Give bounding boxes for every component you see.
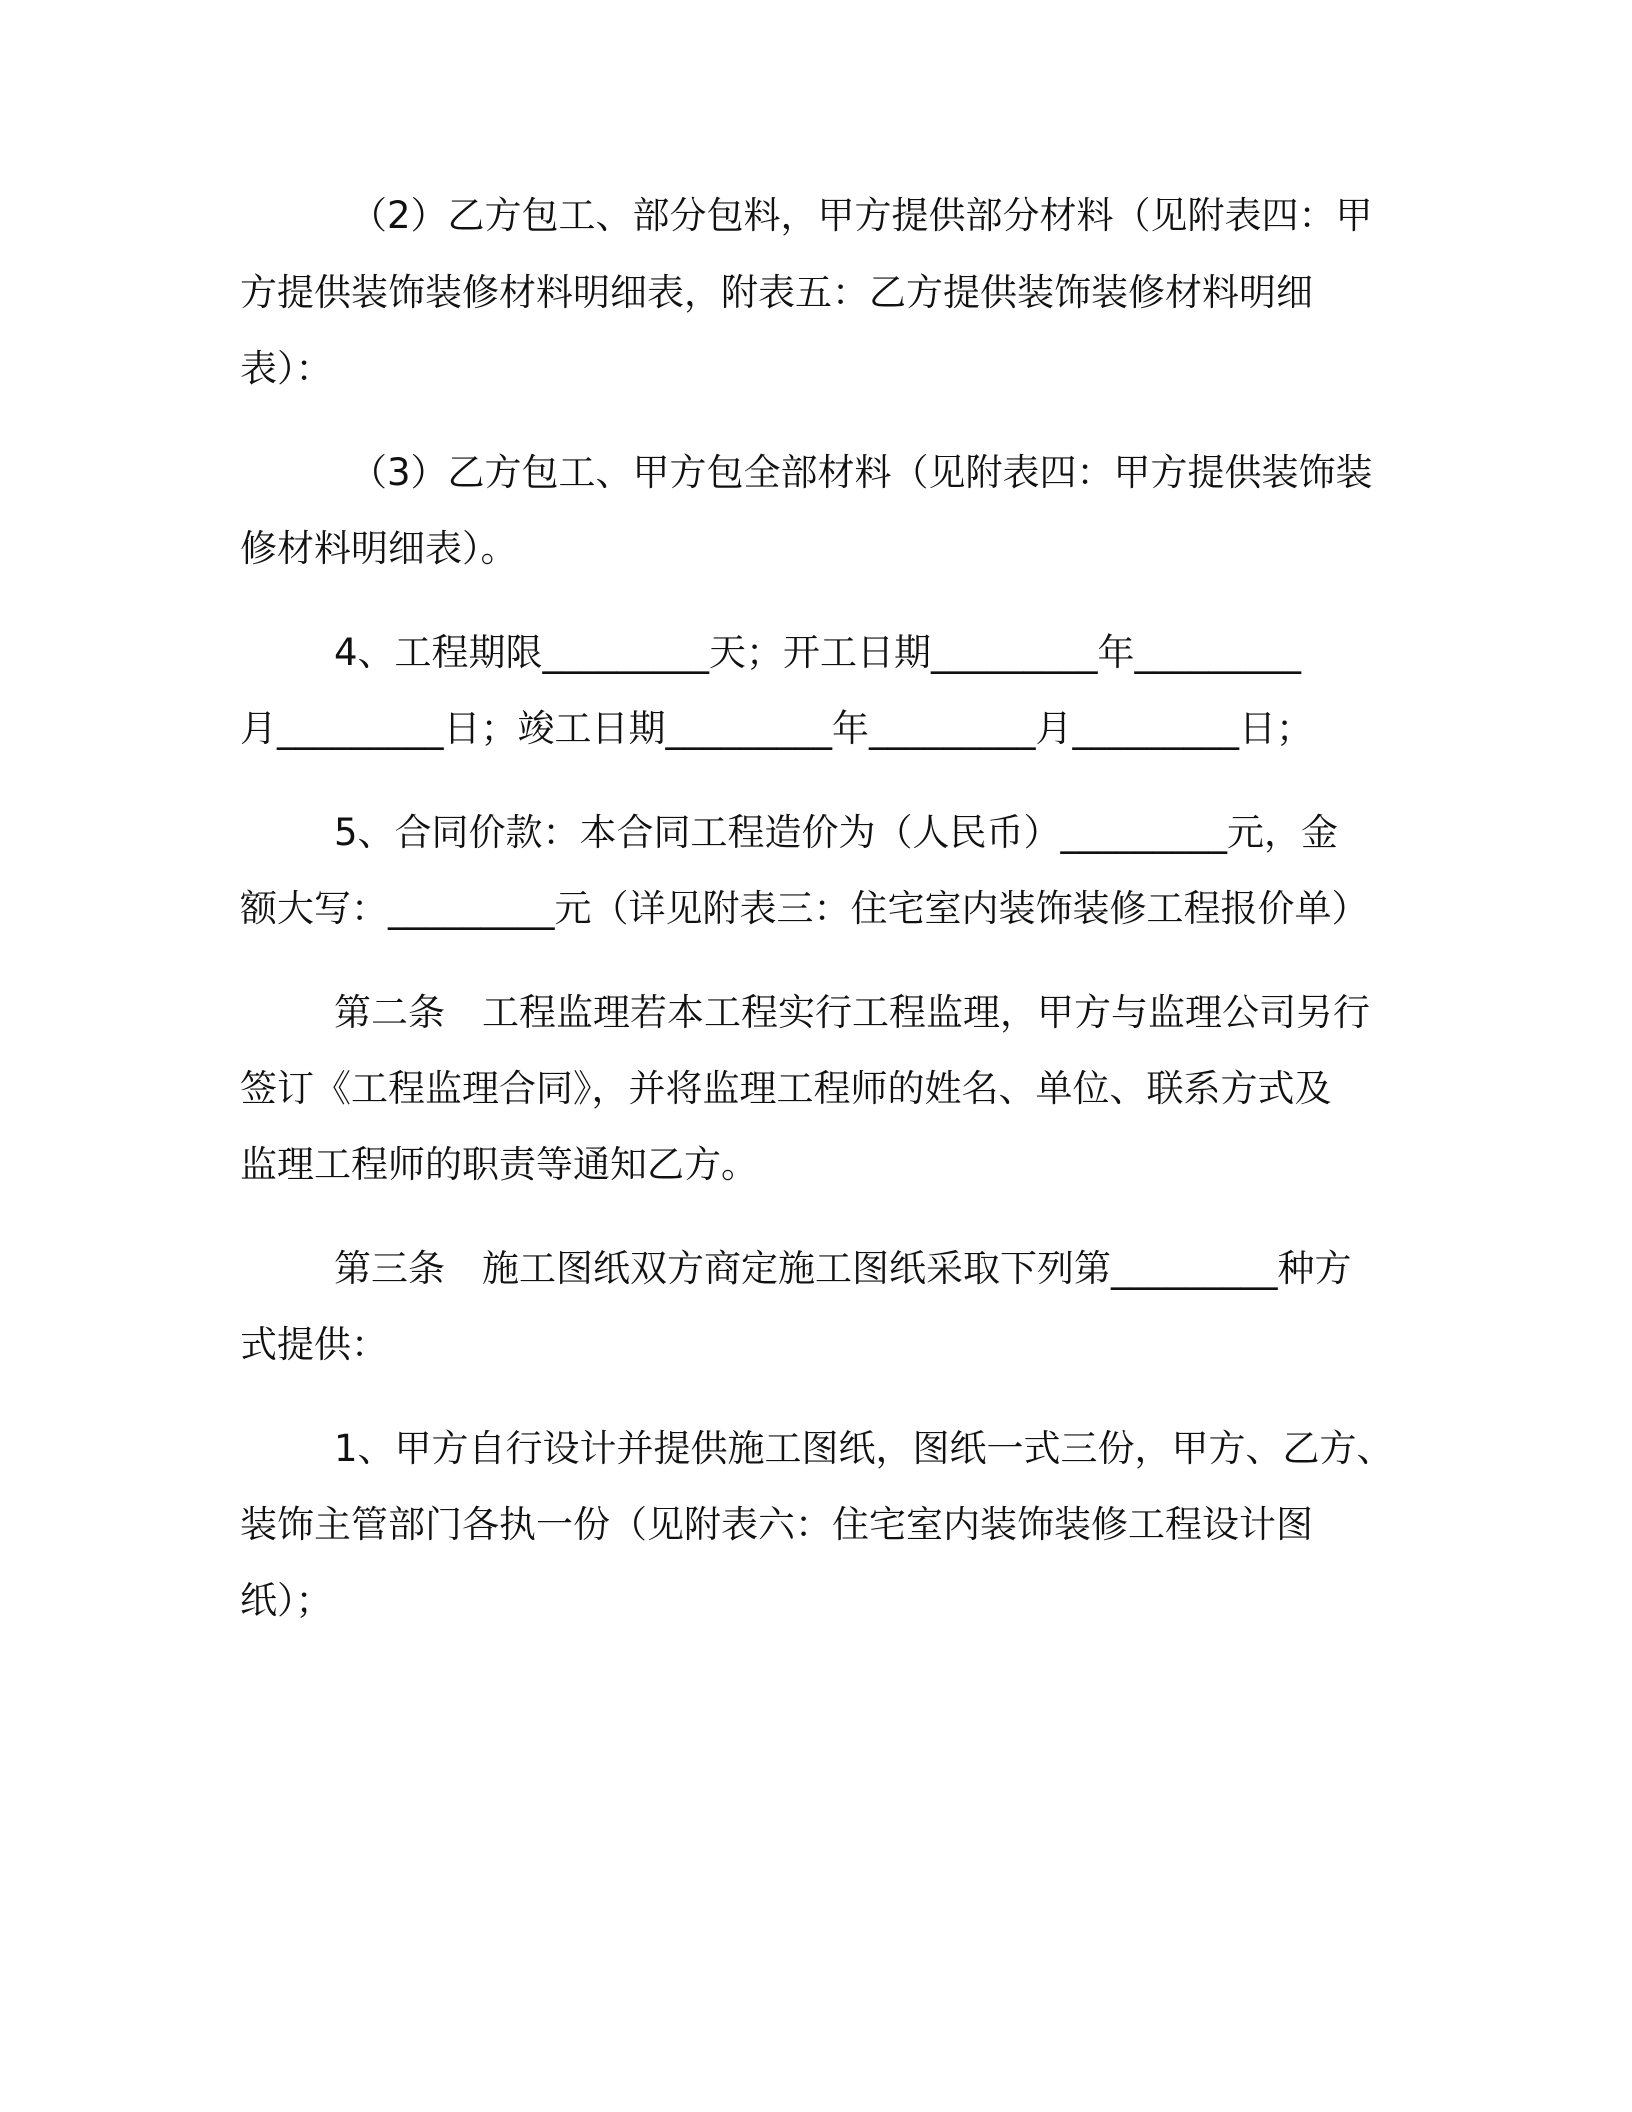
item-5-line-2: 额大写：_________元（详见附表三：住宅室内装饰装修工程报价单） [240,887,1369,930]
clause-2-line-1: （2）乙方包工、部分包料，甲方提供部分材料（见附表四：甲 [350,194,1373,237]
option-1-line-1: 1、甲方自行设计并提供施工图纸，图纸一式三份，甲方、乙方、 [334,1427,1394,1470]
option-1-line-2: 装饰主管部门各执一份（见附表六：住宅室内装饰装修工程设计图 [240,1503,1313,1546]
item-5-line-1: 5、合同价款：本合同工程造价为（人民币）_________元，金 [334,811,1339,854]
article-2-line-2: 签订《工程监理合同》，并将监理工程师的姓名、单位、联系方式及 [240,1067,1332,1110]
article-3-line-1: 第三条 施工图纸双方商定施工图纸采取下列第_________种方 [334,1247,1352,1290]
clause-3-line-1: （3）乙方包工、甲方包全部材料（见附表四：甲方提供装饰装 [350,451,1373,494]
article-3-line-2: 式提供： [240,1323,388,1366]
clause-2-line-2: 方提供装饰装修材料明细表，附表五：乙方提供装饰装修材料明细 [240,271,1313,314]
item-4-line-2: 月_________日；竣工日期_________年_________月_________日； [240,707,1313,750]
article-2-line-3: 监理工程师的职责等通知乙方。 [240,1143,758,1186]
item-4-line-1: 4、工程期限_________天；开工日期_________年_________ [334,631,1302,674]
clause-3-line-2: 修材料明细表）。 [240,527,518,570]
clause-2-line-3: 表）： [240,347,333,390]
article-2-line-1: 第二条 工程监理若本工程实行工程监理，甲方与监理公司另行 [334,991,1370,1034]
option-1-line-3: 纸）； [240,1579,333,1622]
